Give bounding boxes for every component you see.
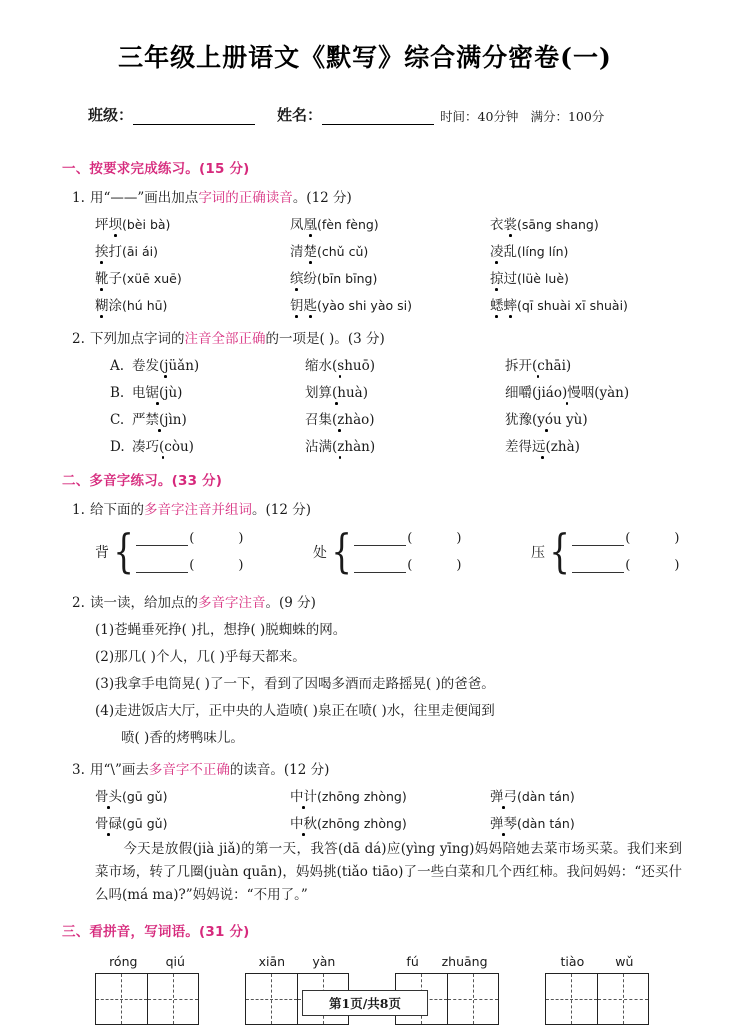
student-info-line (0, 74, 730, 125)
word-item[interactable]: 坪坝(bèi bà) (95, 206, 290, 233)
grid-cell[interactable] (546, 974, 597, 1024)
pinyin-blank[interactable] (572, 534, 624, 546)
grid-cell[interactable] (96, 974, 147, 1024)
pinyin-blank[interactable] (136, 561, 188, 573)
word-parens[interactable]: ( ) (625, 531, 680, 546)
grid-cell[interactable] (447, 974, 499, 1024)
word-item[interactable]: 掠过(lüè luè) (490, 260, 730, 287)
word-item[interactable]: 糊涂(hú hū) (95, 287, 290, 314)
exam-meta (440, 107, 604, 125)
word-item[interactable]: 中秋(zhōng zhòng) (290, 805, 490, 832)
word-item[interactable]: 清楚(chǔ cǔ) (290, 233, 490, 260)
left-brace: { (113, 524, 134, 579)
brace-character: 处 (313, 545, 327, 561)
q1-2-options (110, 347, 730, 455)
option-term[interactable]: 细嚼(jiáo)慢咽(yàn) (505, 374, 730, 401)
word-item[interactable]: 弹琴(dàn tán) (490, 805, 730, 832)
brace-answer-row[interactable] (572, 531, 679, 546)
emphasis-dot: 中秋 (290, 812, 317, 832)
emphasis-dot: 缤 (290, 267, 304, 287)
sentence-item[interactable]: (2)那几( )个人，几( )乎每天都来。 (95, 649, 306, 665)
emphasis-dot: 坝 (109, 213, 123, 233)
section-two-heading: 二、多音字练习。(33 分) (62, 473, 223, 489)
emphasis-dot: 凰 (304, 213, 318, 233)
class-label: 班级： (88, 106, 134, 124)
emphasis-dot: 掠 (490, 267, 504, 287)
option-term: 严禁(jìn) (132, 408, 187, 428)
option-term: 凑巧(còu) (132, 435, 194, 455)
sentence-item-continued[interactable]: 喷( )香的烤鸭味儿。 (121, 730, 244, 746)
brace-answer-row[interactable] (354, 531, 461, 546)
time-limit: 时间：40分钟 (440, 109, 519, 124)
emphasis-dot: 钥 (290, 294, 304, 314)
word-parens[interactable]: ( ) (407, 531, 462, 546)
polyphone-brace-group (95, 524, 730, 579)
word-item[interactable]: 衣裳(sāng shang) (490, 206, 730, 233)
word-parens[interactable]: ( ) (189, 531, 244, 546)
word-item[interactable]: 中计(zhōng zhòng) (290, 778, 490, 805)
option-row[interactable]: A. 卷发(jüǎn) (110, 347, 305, 374)
option-term[interactable]: 沾满(zhàn) (305, 428, 505, 455)
emphasis-dot: 蟀 (504, 294, 518, 314)
question-2-3-prompt: 3. 用“\”画去多音字不正确的读音。(12 分) (72, 762, 330, 778)
option-term[interactable]: 拆开(chāi) (505, 347, 730, 374)
class-blank[interactable] (133, 111, 255, 125)
grid-cell[interactable] (147, 974, 199, 1024)
brace-answer-row[interactable] (136, 531, 243, 546)
option-row[interactable]: D. 凑巧(còu) (110, 428, 305, 455)
word-item[interactable]: 凤凰(fèn fèng) (290, 206, 490, 233)
left-brace: { (331, 524, 352, 579)
word-item[interactable]: 蟋蟀(qī shuài xī shuài) (490, 287, 730, 314)
emphasis-dot: 凌 (490, 240, 504, 260)
section-three-heading: 三、看拼音，写词语。(31 分) (62, 923, 250, 940)
section-one (0, 157, 730, 455)
word-item[interactable]: 凌乱(líng lín) (490, 233, 730, 260)
word-item[interactable]: 挨打(āi ái) (95, 233, 290, 260)
brace-character: 背 (95, 545, 109, 561)
q1-1-word-grid (95, 206, 730, 314)
page-footer: 第1页/共8页 (302, 990, 428, 1016)
brace-answer-row[interactable] (354, 558, 461, 573)
pinyin-blank[interactable] (354, 534, 406, 546)
word-parens[interactable]: ( ) (625, 558, 680, 573)
emphasis-dot: 楚 (304, 240, 318, 260)
option-term[interactable]: 召集(zhào) (305, 401, 505, 428)
word-parens[interactable]: ( ) (407, 558, 462, 573)
option-term[interactable]: 划算(huà) (305, 374, 505, 401)
brace-answer-row[interactable] (572, 558, 679, 573)
tianzige-box[interactable] (95, 973, 199, 1025)
word-item[interactable]: 骨头(gū gǔ) (95, 778, 290, 805)
brace-item (531, 524, 730, 579)
emphasis-dot: 挨 (95, 240, 109, 260)
q2-3-word-grid (95, 778, 730, 832)
word-parens[interactable]: ( ) (189, 558, 244, 573)
option-row[interactable]: B. 电锯(jù) (110, 374, 305, 401)
pinyin-label: róng qiú (109, 953, 185, 969)
section-two (0, 469, 730, 908)
section-one-heading: 一、按要求完成练习。(15 分) (62, 161, 250, 177)
word-item[interactable]: 骨碌(gū gǔ) (95, 805, 290, 832)
grid-cell[interactable] (597, 974, 649, 1024)
emphasis-dot: 骨头 (95, 785, 122, 805)
emphasis-dot: 弹弓 (490, 785, 517, 805)
sentence-item[interactable]: (4)走进饭店大厅，正中央的人造喷( )泉正在喷( )水，往里走便闻到 (95, 703, 495, 719)
emphasis-dot: 匙 (304, 294, 318, 314)
q2-3-paragraph[interactable]: 今天是放假(jià jiǎ)的第一天，我答(dā dá)应(yìng yīng)妈妈陪她去菜市场买菜。我们来到菜市场，转了几圈(juàn quān)，妈妈挑(tiǎo tiāo)了一些白菜和几个西红柿。我问妈妈：“还买什么吗(má ma)?”妈妈说：“不用了。” (95, 841, 682, 904)
pinyin-label: tiào wǔ (560, 953, 634, 969)
word-item[interactable]: 靴子(xüē xuē) (95, 260, 290, 287)
emphasis-dot: 骨碌 (95, 812, 122, 832)
emphasis-dot: 弹琴 (490, 812, 517, 832)
emphasis-dot: 蟋 (490, 294, 504, 314)
pinyin-blank[interactable] (354, 561, 406, 573)
pinyin-blank[interactable] (136, 534, 188, 546)
option-row[interactable]: C. 严禁(jìn) (110, 401, 305, 428)
brace-item (313, 524, 531, 579)
question-2-2-prompt: 2. 读一读，给加点的多音字注音。(9 分) (72, 595, 316, 611)
left-brace: { (549, 524, 570, 579)
question-2-1-prompt: 1. 给下面的多音字注音并组词。(12 分) (72, 502, 312, 518)
sentence-item[interactable]: (1)苍蝇垂死挣( )扎，想挣( )脱蜘蛛的网。 (95, 622, 347, 638)
option-term: 电锯(jù) (132, 381, 182, 401)
pinyin-label: xiān yàn (258, 953, 336, 969)
writing-grid-item (95, 954, 245, 1025)
option-term: 卷发(jüǎn) (132, 354, 199, 374)
tianzige-box[interactable] (545, 973, 649, 1025)
option-term[interactable]: 差得远(zhà) (505, 428, 730, 455)
question-1-1-prompt: 1. 用“——”画出加点字词的正确读音。(12 分) (72, 190, 352, 206)
writing-grid-item (545, 954, 695, 1025)
word-item[interactable]: 钥匙(yào shi yào si) (290, 287, 490, 314)
word-item[interactable]: 缤纷(bīn bīng) (290, 260, 490, 287)
question-1-2-prompt: 2. 下列加点字词的注音全部正确的一项是( )。(3 分) (72, 331, 385, 347)
pinyin-blank[interactable] (572, 561, 624, 573)
q2-2-sentences (95, 611, 730, 746)
pinyin-label: fú zhuāng (406, 953, 488, 969)
brace-item (95, 524, 313, 579)
emphasis-dot: 中计 (290, 785, 317, 805)
name-blank[interactable] (322, 111, 434, 125)
grid-cell[interactable] (246, 974, 297, 1024)
word-item[interactable]: 弹弓(dàn tán) (490, 778, 730, 805)
emphasis-dot: 靴 (95, 267, 109, 287)
option-term[interactable]: 缩水(shuō) (305, 347, 505, 374)
emphasis-dot: 裳 (504, 213, 518, 233)
page-title: 三年级上册语文《默写》综合满分密卷(一) (118, 43, 612, 72)
brace-character: 压 (531, 545, 545, 561)
total-score: 满分：100分 (530, 109, 605, 124)
emphasis-dot: 糊 (95, 294, 109, 314)
sentence-item[interactable]: (3)我拿手电筒晃( )了一下，看到了因喝多酒而走路摇晃( )的爸爸。 (95, 676, 495, 692)
option-term[interactable]: 犹豫(yóu yù) (505, 401, 730, 428)
name-label: 姓名： (277, 106, 323, 124)
brace-answer-row[interactable] (136, 558, 243, 573)
